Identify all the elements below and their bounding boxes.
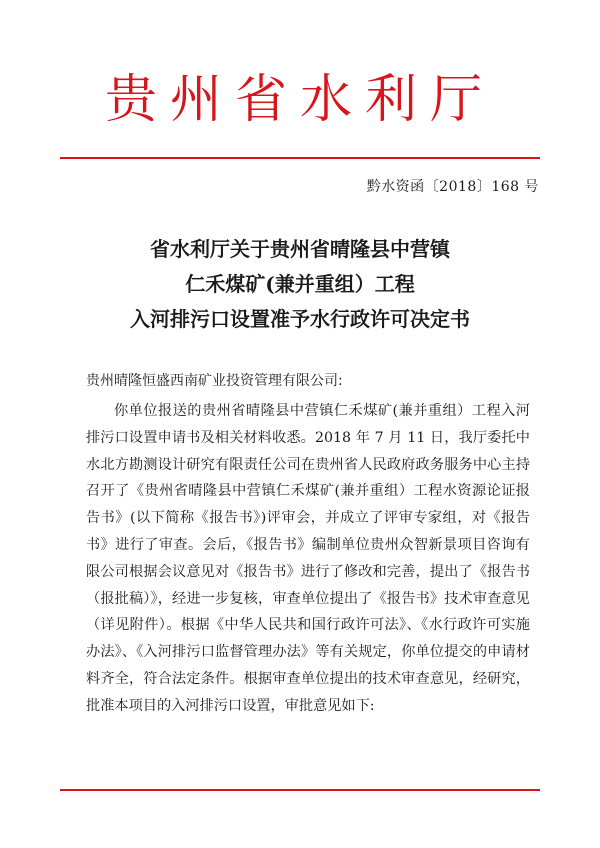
agency-letterhead: 贵州省水利厅: [104, 70, 495, 130]
document-title: [0, 232, 600, 337]
document-number: 黔水资函〔2018〕168 号: [366, 179, 539, 195]
title-line-1: 省水利厅关于贵州省晴隆县中营镇: [150, 237, 450, 261]
title-line-3: 入河排污口设置准予水行政许可决定书: [130, 307, 470, 331]
body-paragraph: 你单位报送的贵州省晴隆县中营镇仁禾煤矿(兼并重组）工程入河排污口设置申请书及相关材料收悉。2018 年 7 月 11 日，我厅委托中水北方勘测设计研究有限责任公司在贵州省人民政府政务服务中心主持召开了《贵州省晴隆县中营镇仁禾煤矿(兼并重组）工程水资源论证报告书》(以下简称《报告书》)评审会，并成立了评审专家组，对《报告书》进行了审查。会后，《报告书》编制单位贵州众智新景项目咨询有限公司根据会议意见对《报告书》进行了修改和完善，提出了《报告书（报批稿）》，经进一步复核，审查单位提出了《报告书》技术审查意见（详见附件）。根据《中华人民共和国行政许可法》、《水行政许可实施办法》、《入河排污口监督管理办法》等有关规定，你单位提交的申请材料齐全，符合法定条件。根据审查单位提出的技术审查意见，经研究，批准本项目的入河排污口设置，审批意见如下:: [86, 403, 530, 714]
body-paragraph-container: [86, 398, 530, 720]
letterhead-red-divider: [60, 157, 540, 159]
title-line-2: 仁禾煤矿(兼并重组）工程: [185, 272, 415, 296]
footer-red-divider: [60, 789, 540, 791]
recipient-salutation: 贵州晴隆恒盛西南矿业投资管理有限公司:: [86, 373, 343, 389]
